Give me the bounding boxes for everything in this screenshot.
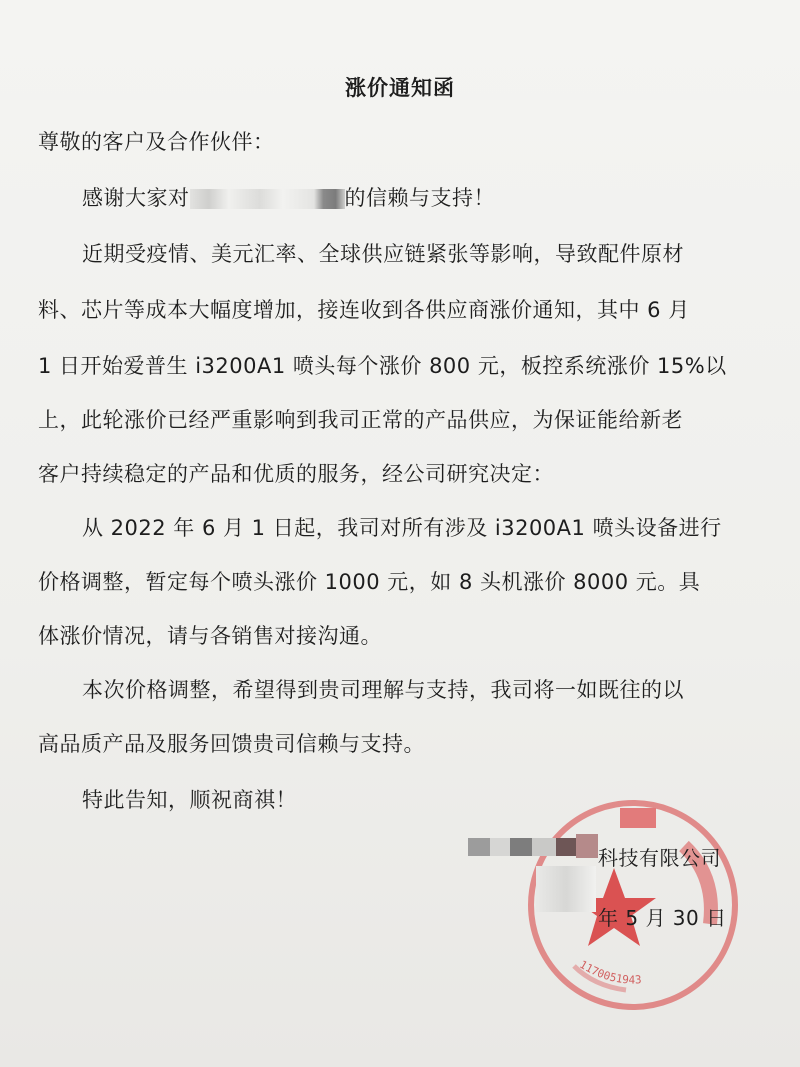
seal-number: 1170051943: [577, 957, 642, 987]
redacted-name: [190, 189, 345, 209]
redacted-year: [536, 866, 596, 912]
redacted-seal-block: [620, 808, 656, 828]
p2-line-5: 客户持续稳定的产品和优质的服务，经公司研究决定：: [38, 462, 554, 486]
closing: 特此告知，顺祝商祺！: [82, 788, 297, 812]
signature-date: 年 5 月 30 日: [598, 906, 727, 930]
p3-line-3: 体涨价情况，请与各销售对接沟通。: [38, 624, 382, 648]
p2-line-4: 上，此轮涨价已经严重影响到我司正常的产品供应，为保证能给新老: [38, 408, 683, 432]
p2-line-2: 料、芯片等成本大幅度增加，接连收到各供应商涨价通知，其中 6 月: [38, 298, 690, 322]
redacted-company: [468, 834, 598, 860]
page-title: 涨价通知函: [345, 76, 455, 100]
p2-line-1: 近期受疫情、美元汇率、全球供应链紧张等影响，导致配件原材: [82, 242, 684, 266]
p2-line-3: 1 日开始爱普生 i3200A1 喷头每个涨价 800 元，板控系统涨价 15%以: [38, 354, 727, 378]
p4-line-2: 高品质产品及服务回馈贵司信赖与支持。: [38, 732, 425, 756]
salutation: 尊敬的客户及合作伙伴：: [38, 130, 275, 154]
p4-line-1: 本次价格调整，希望得到贵司理解与支持，我司将一如既往的以: [82, 678, 684, 702]
svg-text:1170051943: [577, 958, 642, 987]
signature-company: 科技有限公司: [598, 846, 721, 870]
thanks-suffix: 的信赖与支持！: [344, 186, 495, 210]
p3-line-1: 从 2022 年 6 月 1 日起，我司对所有涉及 i3200A1 喷头设备进行: [82, 516, 722, 540]
thanks-prefix: 感谢大家对: [82, 186, 190, 210]
p3-line-2: 价格调整，暂定每个喷头涨价 1000 元，如 8 头机涨价 8000 元。具: [38, 570, 701, 594]
paragraph-thanks: [82, 182, 495, 212]
